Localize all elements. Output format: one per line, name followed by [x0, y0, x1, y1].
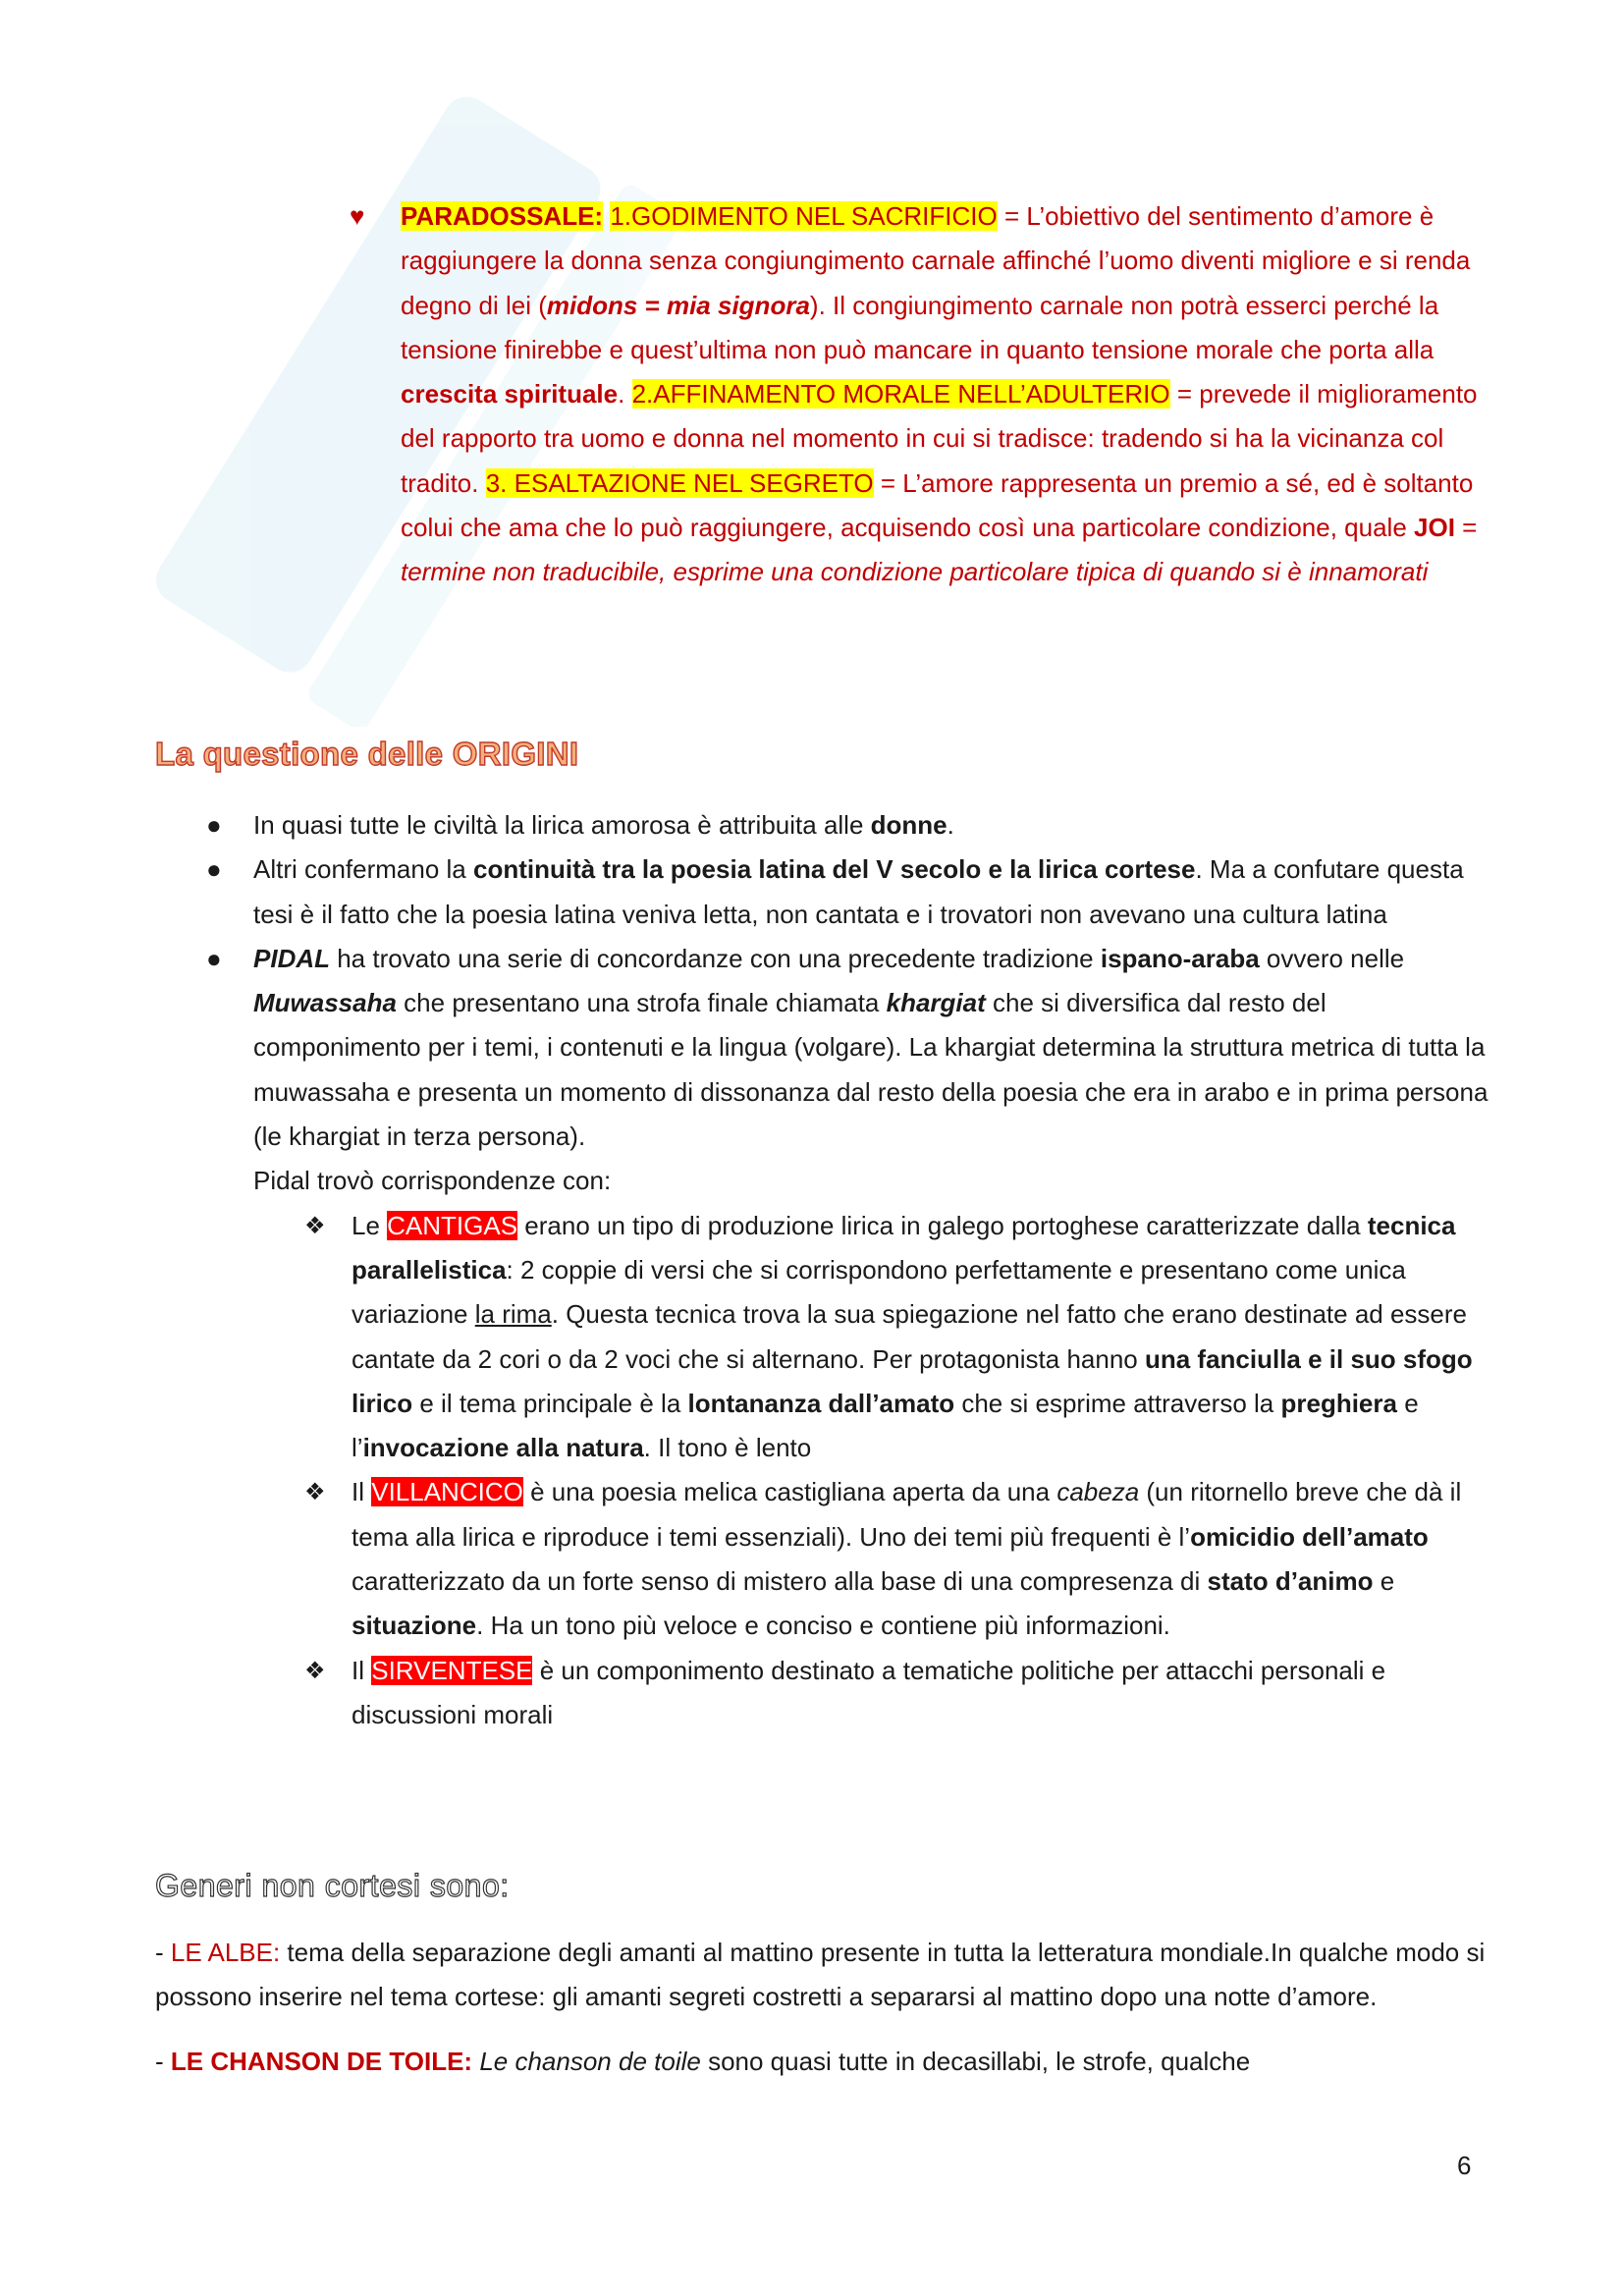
crescita-term: crescita spirituale — [401, 379, 619, 410]
list-item: ● In quasi tutte le civiltà la lirica amorosa è attribuita alle donne. — [155, 803, 1490, 847]
villancico-term: VILLANCICO — [371, 1477, 523, 1507]
list-item: ● PIDAL ha trovato una serie di concordanze con una precedente tradizione ispano-araba ovvero nelle Muwassaha che presentano una strofa finale chiamata khargiat che si diversifica dal resto del componimento per i temi, i contenuti e la lingua (volgare). La khargiat determina la struttura metrica di tutta la muwassaha e presenta un momento di dissonanza dal resto della poesia che era in arabo e in prima persona (le khargiat in terza persona). — [155, 937, 1490, 1159]
bullet-dot-icon: ● — [206, 854, 222, 885]
diamond-bullet-icon: ❖ — [304, 1479, 326, 1506]
cantigas-term: CANTIGAS — [387, 1210, 518, 1240]
paradossale-paragraph: PARADOSSALE: 1.GODIMENTO NEL SACRIFICIO = L’obiettivo del sentimento d’amore è raggiungere la donna senza congiungimento carnale affinché l’uomo diventi migliore e si renda degno di lei (midons = mia signora). Il congiungimento carnale non potrà esserci perché la tensione finirebbe e quest’ultima non può mancare in quanto tensione morale che porta alla crescita spirituale. 2.AFFINAMENTO MORALE NELL’ADULTERIO = prevede il miglioramento del rapporto tra uomo e donna nel momento in cui si tradisce: tradendo si ha la vicinanza col tradito. 3. ESALTAZIONE NEL SEGRETO = L’amore rappresenta un premio a sé, ed è soltanto colui che ama che lo può raggiungere, acquisendo così una particolare condizione, quale JOI = termine non traducibile, esprime una condizione particolare tipica di quando si è innamorati — [401, 201, 1478, 587]
sirventese-term: SIRVENTESE — [371, 1655, 533, 1685]
chanson-paragraph: - LE CHANSON DE TOILE: Le chanson de toile sono quasi tutte in decasillabi, le strofe, qualche — [155, 2046, 1251, 2076]
pidal-intro: Pidal trovò corrispondenze con: — [253, 1166, 612, 1196]
sub-list-item-villancico: ❖ Il VILLANCICO è una poesia melica castigliana aperta da una cabeza (un ritornello breve che dà il tema alla lirica e riproduce i temi essenziali). Uno dei temi più frequenti è l’omicidio dell’amato caratterizzato da un forte senso di mistero alla base di una compresenza di stato d’animo e situazione. Ha un tono più veloce e conciso e contiene più informazioni. — [155, 1470, 1490, 1648]
chanson-label: LE CHANSON DE TOILE: — [170, 2046, 473, 2076]
diamond-bullet-icon: ❖ — [304, 1212, 326, 1239]
heart-bullet-icon: ♥ — [350, 201, 365, 231]
joi-term: JOI — [1414, 513, 1455, 543]
joi-definition: termine non traducibile, esprime una condizione particolare tipica di quando si è innamorati — [401, 557, 1429, 587]
p3-number: 3. — [485, 467, 508, 498]
albe-paragraph: - LE ALBE: tema della separazione degli amanti al mattino presente in tutta la letteratura mondiale.In qualche modo si possono inserire nel tema cortese: gli amanti segreti costretti a separarsi al mattino dopo una notte d’amore. — [155, 1938, 1486, 2012]
p2-number: 2. — [631, 379, 654, 410]
p1-heading: 1.GODIMENTO NEL SACRIFICIO — [610, 201, 998, 231]
sub-list-item-cantigas: ❖ Le CANTIGAS erano un tipo di produzione lirica in galego portoghese caratterizzate dalla tecnica parallelistica: 2 coppie di versi che si corrispondono perfettamente e presentano come unica variazione la rima. Questa tecnica trova la sua spiegazione nel fatto che erano destinate ad essere cantate da 2 cori o da 2 voci che si alternano. Per protagonista hanno una fanciulla e il suo sfogo lirico e il tema principale è la lontananza dall’amato che si esprime attraverso la preghiera e l’invocazione alla natura. Il tono è lento — [155, 1204, 1490, 1471]
list-item: ● Altri confermano la continuità tra la poesia latina del V secolo e la lirica cortese. Ma a confutare questa tesi è il fatto che la poesia latina veniva letta, non cantata e i trovatori non avevano una cultura latina — [155, 847, 1490, 937]
generi-heading: Generi non cortesi sono: — [155, 1868, 510, 1903]
bullet-dot-icon: ● — [206, 810, 222, 840]
sub-list-item-sirventese: ❖ Il SIRVENTESE è un componimento destinato a tematiche politiche per attacchi personali e discussioni morali — [155, 1649, 1490, 1738]
albe-label: LE ALBE: — [170, 1938, 281, 1967]
p3-heading: ESALTAZIONE NEL SEGRETO — [507, 467, 874, 498]
origini-heading: La questione delle ORIGINI — [155, 736, 579, 772]
origini-list — [155, 803, 1490, 1737]
midons-term: midons = mia signora — [546, 290, 810, 320]
bullet-dot-icon: ● — [206, 943, 222, 973]
generi-section — [155, 1931, 1490, 2104]
paradossale-label: PARADOSSALE: — [401, 201, 604, 231]
page-number: 6 — [1457, 2151, 1472, 2180]
diamond-bullet-icon: ❖ — [304, 1657, 326, 1684]
p2-heading: AFFINAMENTO MORALE NELL’ADULTERIO — [653, 379, 1170, 410]
